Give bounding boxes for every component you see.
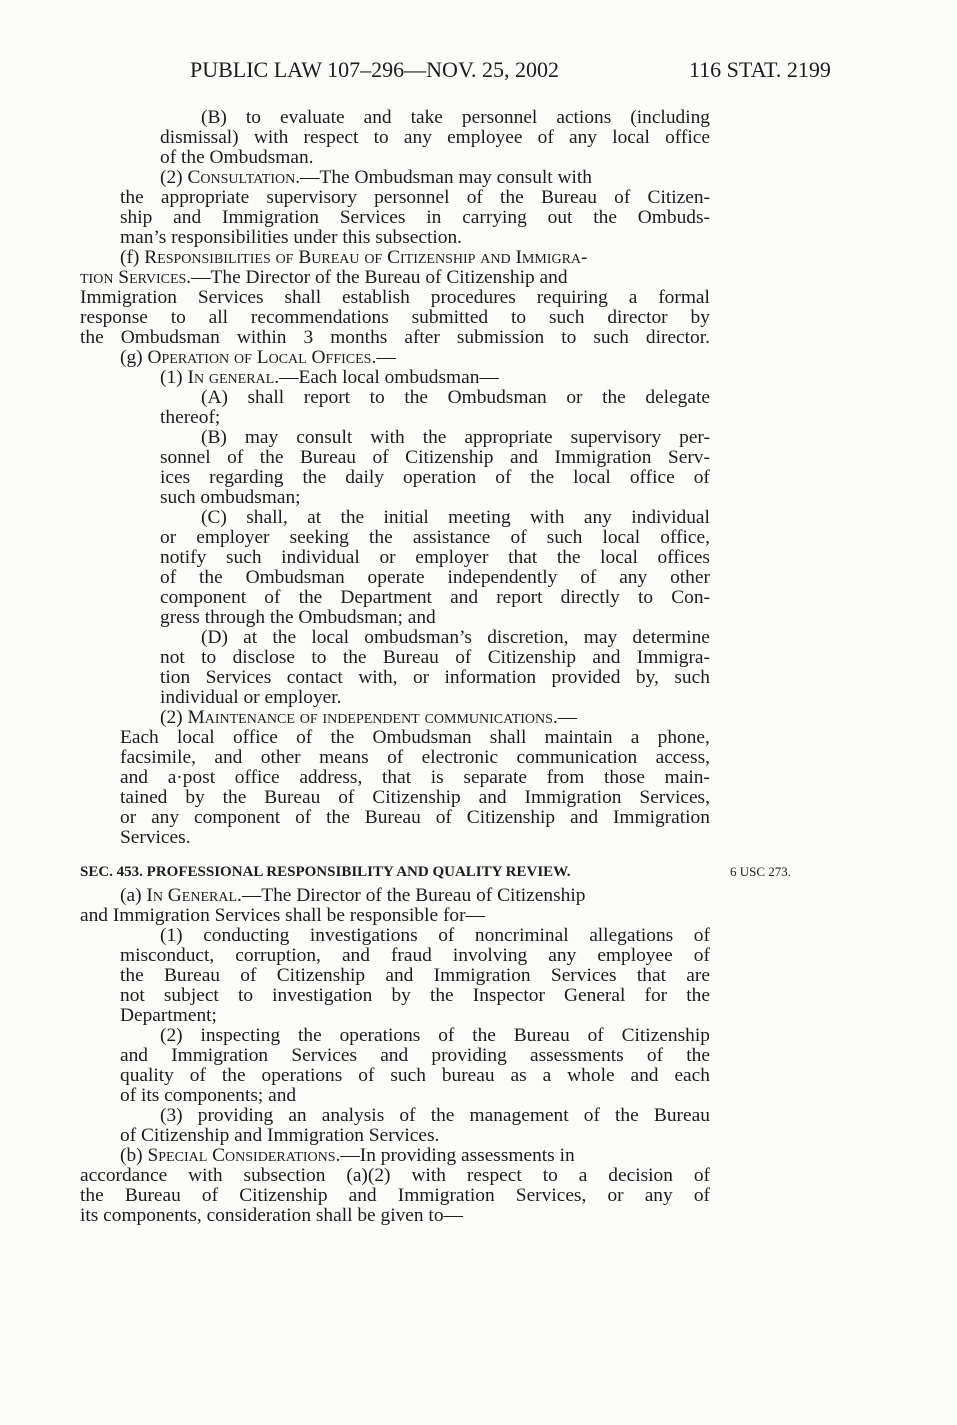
text-line: (2) inspecting the operations of the Bureau of Citizenship — [160, 1025, 710, 1046]
subsection-number: (a) — [120, 885, 142, 906]
text-line: Each local office of the Ombudsman shall maintain a phone, — [120, 727, 710, 748]
subsection-heading — [120, 886, 585, 906]
text-line: sonnel of the Bureau of Citizenship and Immigration Serv- — [160, 447, 710, 468]
text-line: or any component of the Bureau of Citizenship and Immigration — [120, 807, 710, 828]
text-line: or employer seeking the assistance of such local office, — [160, 527, 710, 548]
paragraph-caption: Consultation. — [187, 167, 301, 188]
text-line: —The Director of the Bureau of Citizenship and — [191, 267, 568, 288]
text-line: (A) shall report to the Ombudsman or the delegate — [201, 387, 710, 408]
dash: — — [557, 707, 578, 728]
subsection-number: (b) — [120, 1145, 143, 1166]
text-line: and Immigration Services and providing assessments of the — [120, 1045, 710, 1066]
text-line: accordance with subsection (a)(2) with respect to a decision of — [80, 1165, 710, 1186]
text-line: not to disclose to the Bureau of Citizenship and Immigra- — [160, 647, 710, 668]
text-line: gress through the Ombudsman; and — [160, 607, 436, 628]
text-line: (B) to evaluate and take personnel actions (including — [201, 107, 710, 128]
subsection-caption: Responsibilities of Bureau of Citizenship and Immigra- — [144, 247, 588, 268]
text-line: (3) providing an analysis of the management of the Bureau — [160, 1105, 710, 1126]
subsection-caption-cont: tion Services. — [80, 267, 192, 288]
running-header-stat: 116 STAT. 2199 — [689, 57, 831, 82]
text-line: of the Ombudsman operate independently of any other — [160, 567, 710, 588]
text-line: such ombudsman; — [160, 487, 301, 508]
text-line: quality of the operations of such bureau as a whole and each — [120, 1065, 710, 1086]
text-line: thereof; — [160, 407, 221, 428]
text-line: ices regarding the daily operation of the local office of — [160, 467, 710, 488]
text-line: tion Services contact with, or information provided by, such — [160, 667, 710, 688]
text-line: the appropriate supervisory personnel of the Bureau of Citizen- — [120, 187, 710, 208]
text-line: of its components; and — [120, 1085, 297, 1106]
text-line: —Each local ombudsman— — [279, 367, 499, 388]
subsection-caption: In General. — [146, 885, 242, 906]
paragraph-caption: Maintenance of independent communications. — [187, 707, 558, 728]
paragraph-number: (2) — [160, 707, 183, 728]
text-line: —In providing assessments in — [340, 1145, 575, 1166]
subsection-number: (f) — [120, 247, 140, 268]
subsection-heading — [120, 1146, 575, 1166]
paragraph-heading — [160, 368, 499, 388]
paragraph-number: (1) — [160, 367, 183, 388]
text-line: response to all recommendations submitted to such director by — [80, 307, 710, 328]
text-line: its components, consideration shall be given to— — [80, 1205, 463, 1226]
subsection-heading — [120, 248, 588, 268]
running-header-law: PUBLIC LAW 107–296—NOV. 25, 2002 — [190, 57, 559, 82]
text-line: Immigration Services shall establish procedures requiring a formal — [80, 287, 710, 308]
text-line: (1) conducting investigations of noncriminal allegations of — [160, 925, 710, 946]
text-line: the Bureau of Citizenship and Immigration Services, or any of — [80, 1185, 710, 1206]
text-line: and Immigration Services shall be responsible for— — [80, 905, 485, 926]
text-line: not subject to investigation by the Inspector General for the — [120, 985, 710, 1006]
paragraph-heading — [160, 708, 577, 728]
text-line: facsimile, and other means of electronic communication access, — [120, 747, 710, 768]
subsection-number: (g) — [120, 347, 143, 368]
subsection-caption: Operation of Local Offices. — [147, 347, 377, 368]
text-line: dismissal) with respect to any employee of any local office — [160, 127, 710, 148]
text-line: component of the Department and report directly to Con- — [160, 587, 710, 608]
text-line: man’s responsibilities under this subsection. — [120, 227, 462, 248]
margin-note: 6 USC 273. — [730, 864, 792, 879]
text-line: —The Director of the Bureau of Citizenship — [241, 885, 586, 906]
dash: — — [376, 347, 396, 368]
paragraph-heading — [160, 168, 592, 188]
paragraph-caption: In general. — [187, 367, 280, 388]
paragraph-number: (2) — [160, 167, 183, 188]
text-line: ship and Immigration Services in carrying out the Ombuds- — [120, 207, 710, 228]
text-line: Department; — [120, 1005, 217, 1026]
text-line: (B) may consult with the appropriate supervisory per- — [201, 427, 710, 448]
text-line: the Bureau of Citizenship and Immigration Services that are — [120, 965, 710, 986]
text-line — [80, 268, 568, 288]
text-line: (D) at the local ombudsman’s discretion, may determine — [201, 627, 710, 648]
subsection-caption: Special Considerations. — [147, 1145, 341, 1166]
text-line: individual or employer. — [160, 687, 342, 708]
subsection-heading — [120, 348, 396, 368]
text-line: of the Ombudsman. — [160, 147, 314, 168]
text-line: misconduct, corruption, and fraud involving any employee of — [120, 945, 710, 966]
text-line: Services. — [120, 827, 191, 848]
section-title: SEC. 453. PROFESSIONAL RESPONSIBILITY AND QUALITY REVIEW. — [80, 864, 571, 880]
text-line: and a·post office address, that is separate from those main- — [120, 767, 710, 788]
text-line: the Ombudsman within 3 months after submission to such director. — [80, 327, 710, 348]
text-line: notify such individual or employer that the local offices — [160, 547, 710, 568]
text-line: of Citizenship and Immigration Services. — [120, 1125, 440, 1146]
text-line: —The Ombudsman may consult with — [300, 167, 592, 188]
text-line: tained by the Bureau of Citizenship and Immigration Services, — [120, 787, 710, 808]
text-line: (C) shall, at the initial meeting with any individual — [201, 507, 710, 528]
